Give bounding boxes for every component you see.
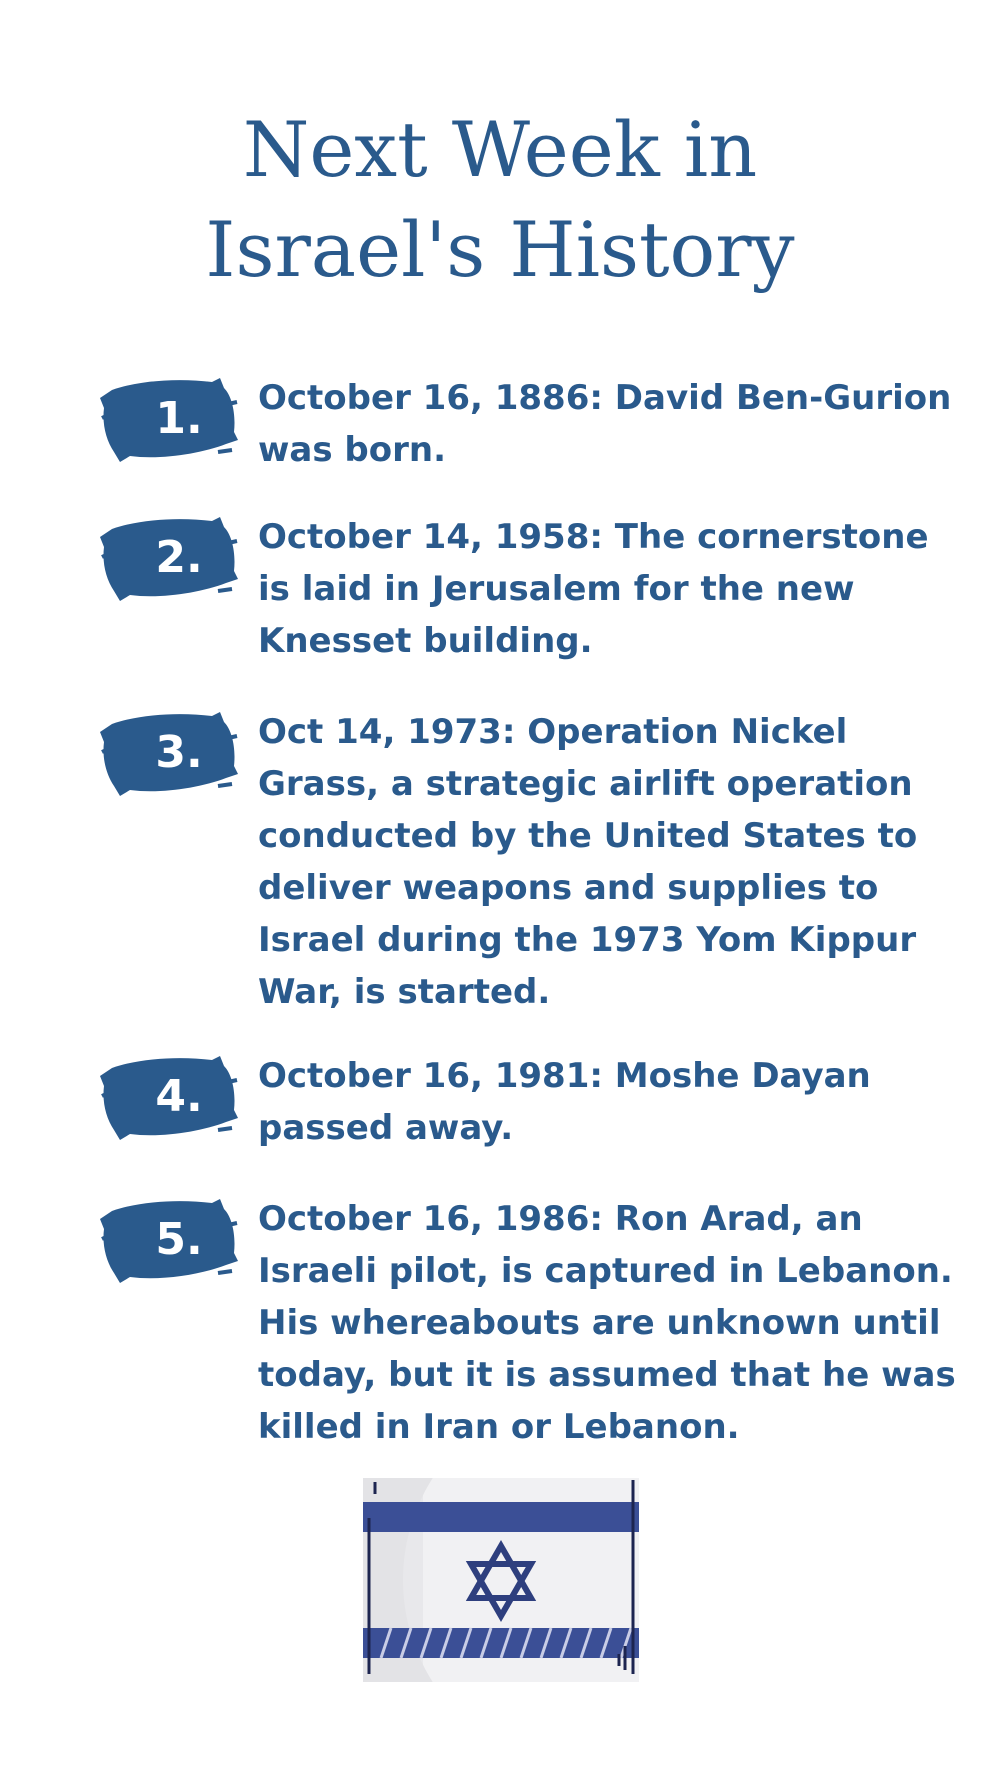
number-label: 1.	[155, 392, 203, 444]
number-badge	[100, 374, 238, 458]
number-label: 4.	[155, 1070, 203, 1122]
number-badge	[100, 513, 238, 597]
israel-flag-icon	[363, 1478, 639, 1682]
number-badge	[100, 1052, 238, 1136]
number-label: 3.	[155, 726, 203, 778]
history-item-text: October 16, 1981: Moshe Dayan passed away.	[258, 1056, 871, 1148]
number-label: 5.	[155, 1213, 203, 1265]
number-badge	[100, 1195, 238, 1279]
page-title-line-2: Israel's History	[205, 205, 795, 294]
history-item-text: October 14, 1958: The cornerstone is laid in Jerusalem for the new Knesset building.	[258, 517, 929, 661]
history-item-text: October 16, 1886: David Ben-Gurion was born.	[258, 378, 952, 470]
israel-flag-graphic	[363, 1478, 639, 1682]
page-title-line-1: Next Week in	[242, 105, 758, 194]
history-item-text: Oct 14, 1973: Operation Nickel Grass, a strategic airlift operation conducted by the United States to deliver weapons and supplies to Israel during the 1973 Yom Kippur War, is started.	[258, 712, 918, 1012]
number-label: 2.	[155, 531, 203, 583]
history-item-text: October 16, 1986: Ron Arad, an Israeli pilot, is captured in Lebanon. His whereabouts are unknown until today, but it is assumed that he was killed in Iran or Lebanon.	[258, 1199, 956, 1447]
number-badge	[100, 708, 238, 792]
page-title	[0, 100, 1000, 300]
